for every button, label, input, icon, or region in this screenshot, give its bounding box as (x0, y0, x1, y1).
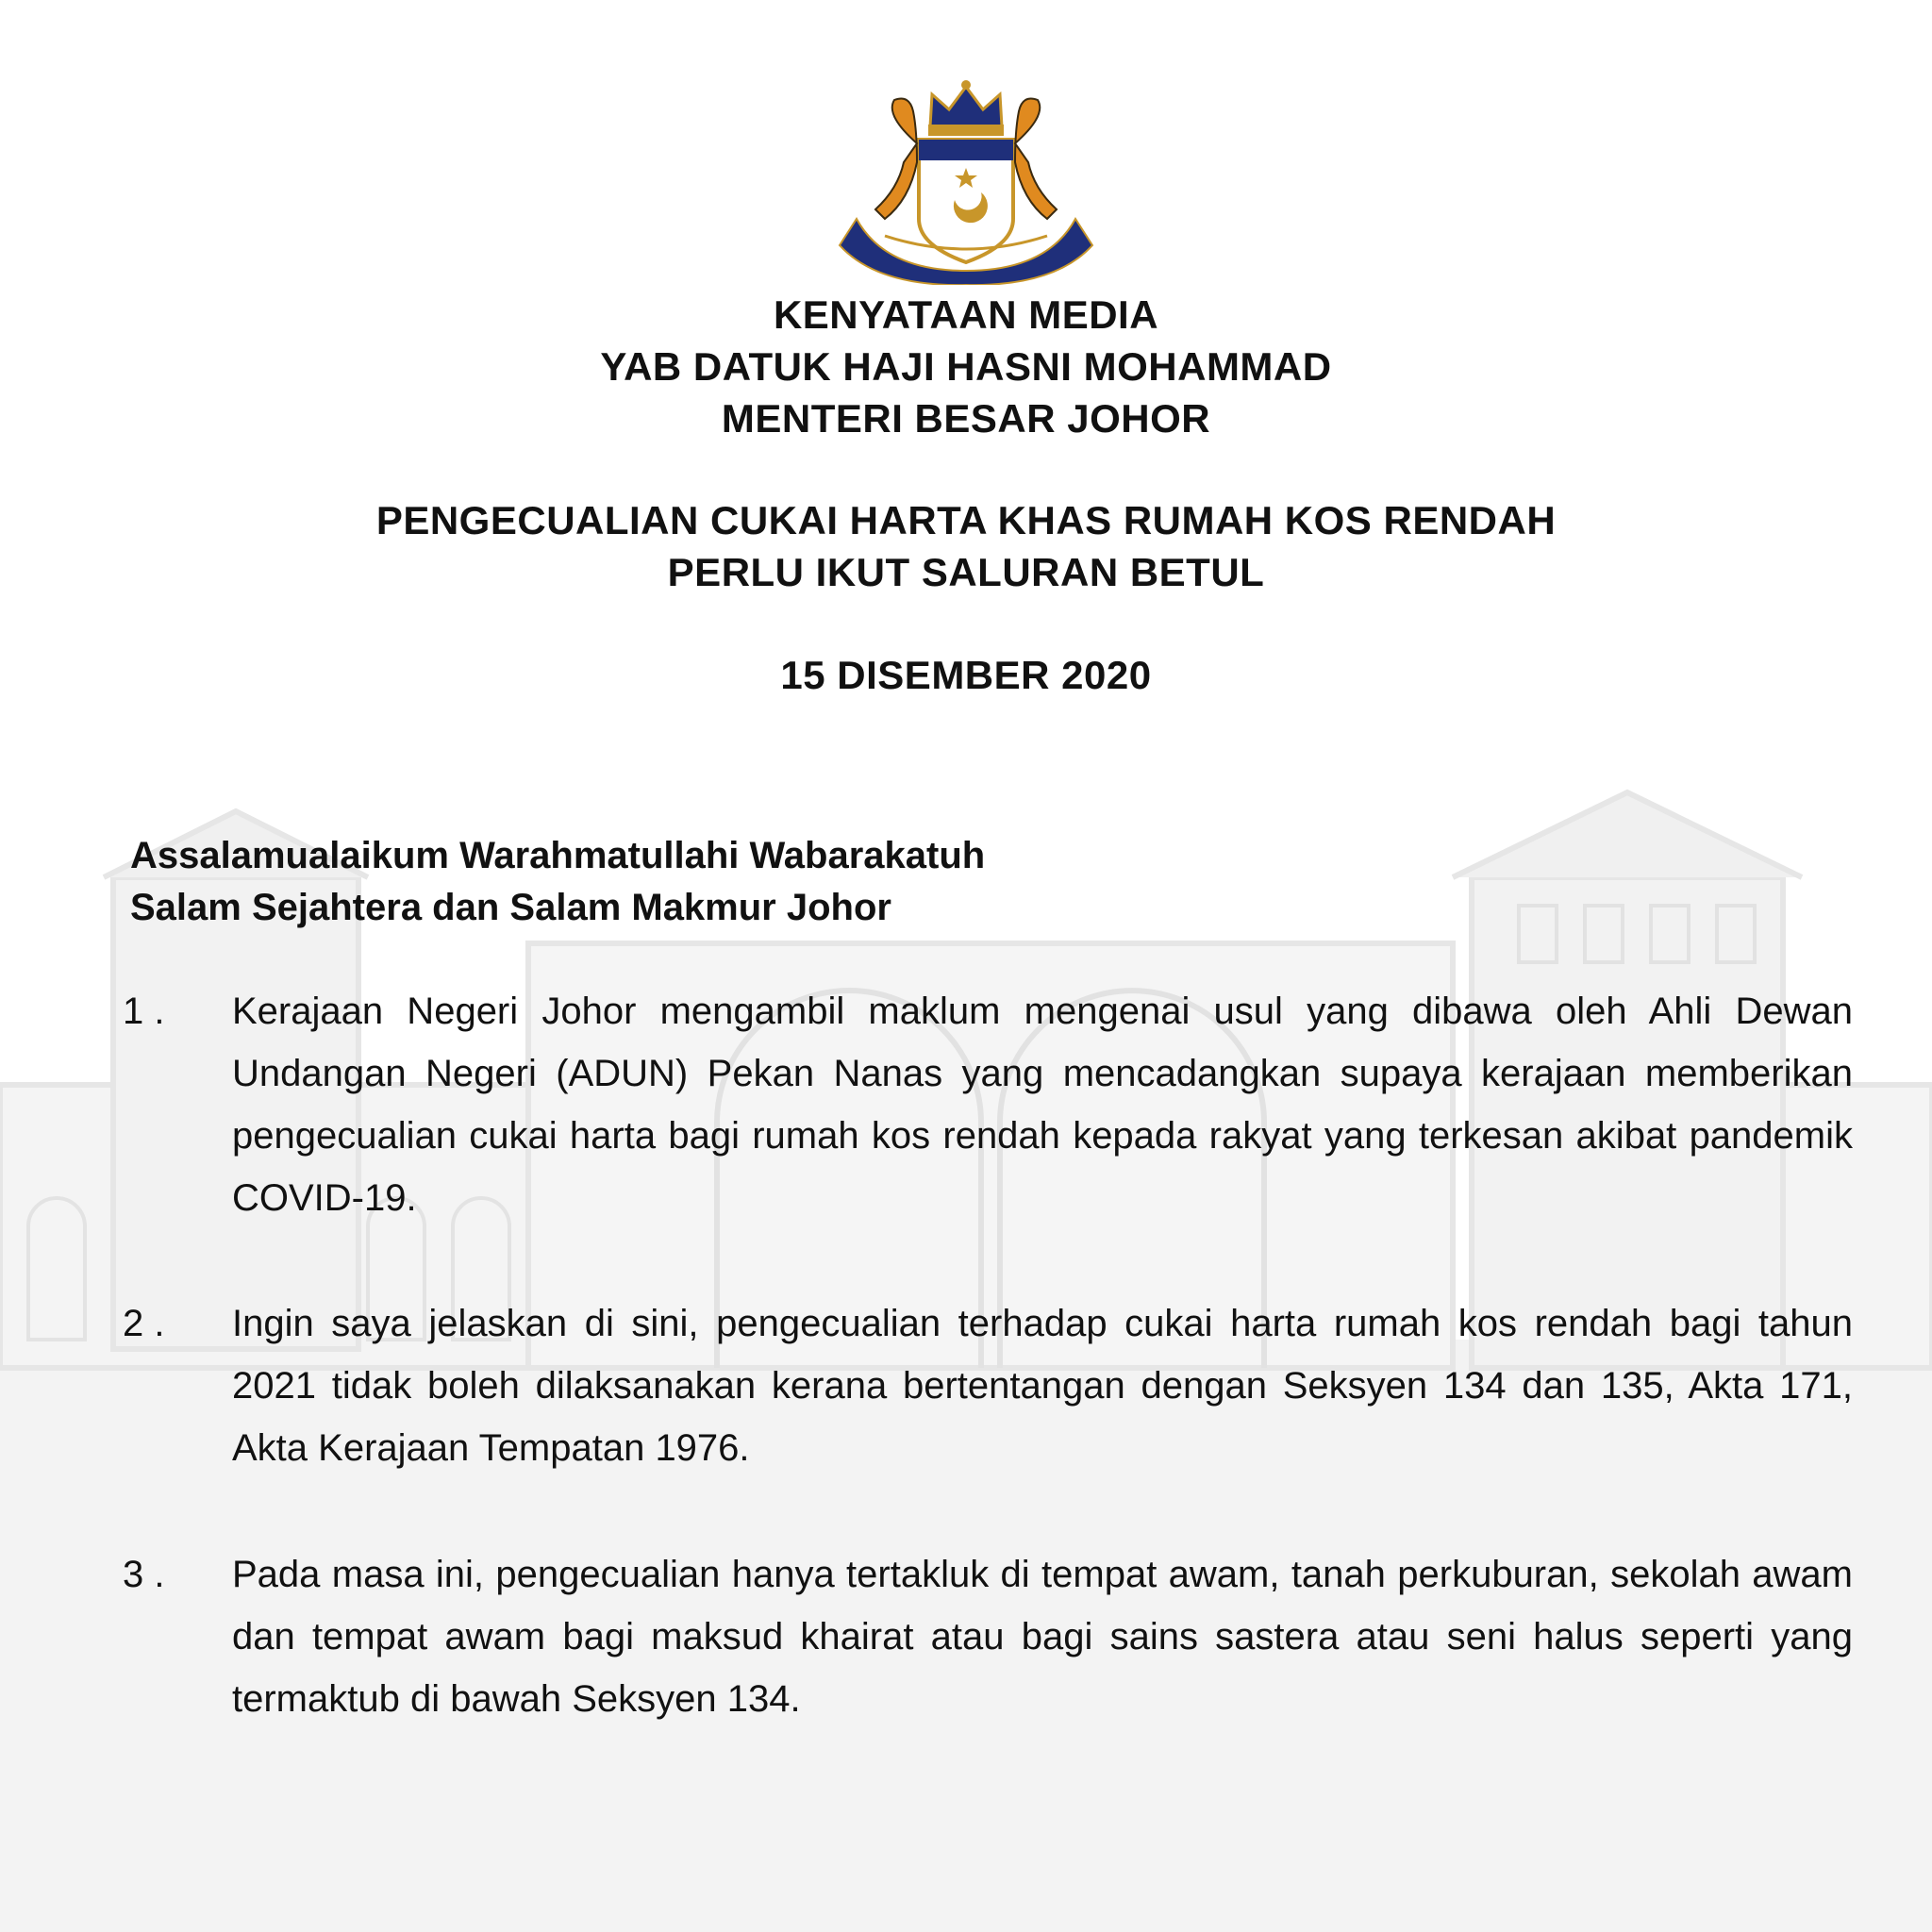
statement-title (0, 494, 1932, 598)
paragraph-text: Kerajaan Negeri Johor mengambil maklum mengenai usul yang dibawa oleh Ahli Dewan Undangan Negeri (ADUN) Pekan Nanas yang mencadangkan supaya kerajaan memberikan pengecualian cukai harta bagi rumah kos rendah kepada rakyat yang terkesan akibat pandemik COVID-19. (232, 991, 1853, 1219)
minister-title: MENTERI BESAR JOHOR (721, 396, 1211, 441)
statement-header (0, 289, 1932, 444)
statement-type: KENYATAAN MEDIA (773, 292, 1159, 337)
title-line-1: PENGECUALIAN CUKAI HARTA KHAS RUMAH KOS RENDAH (375, 498, 1557, 542)
johor-coat-of-arms (819, 77, 1113, 285)
paragraph-number: 1 . (123, 991, 165, 1032)
paragraph-text: Pada masa ini, pengecualian hanya tertakluk di tempat awam, tanah perkuburan, sekolah awam dan tempat awam bagi maksud khairat atau bagi sains sastera atau seni halus seperti yang termaktub di bawah Seksyen 134. (232, 1554, 1853, 1720)
paragraph-number: 3 . (123, 1554, 165, 1595)
minister-name: YAB DATUK HAJI HASNI MOHAMMAD (600, 344, 1332, 389)
greeting-line-2: Salam Sejahtera dan Salam Makmur Johor (130, 887, 891, 928)
title-line-2: PERLU IKUT SALURAN BETUL (667, 550, 1265, 594)
paragraph-text: Ingin saya jelaskan di sini, pengecualian terhadap cukai harta rumah kos rendah bagi tahun 2021 tidak boleh dilaksanakan kerana bertentangan dengan Seksyen 134 dan 135, Akta 171, Akta Kerajaan Tempatan 1976. (232, 1303, 1853, 1469)
greeting (130, 830, 985, 934)
greeting-line-1: Assalamualaikum Warahmatullahi Wabarakatuh (130, 835, 986, 876)
paragraph-number: 2 . (123, 1303, 165, 1344)
date-text: 15 DISEMBER 2020 (780, 653, 1152, 697)
statement-date (0, 649, 1932, 701)
